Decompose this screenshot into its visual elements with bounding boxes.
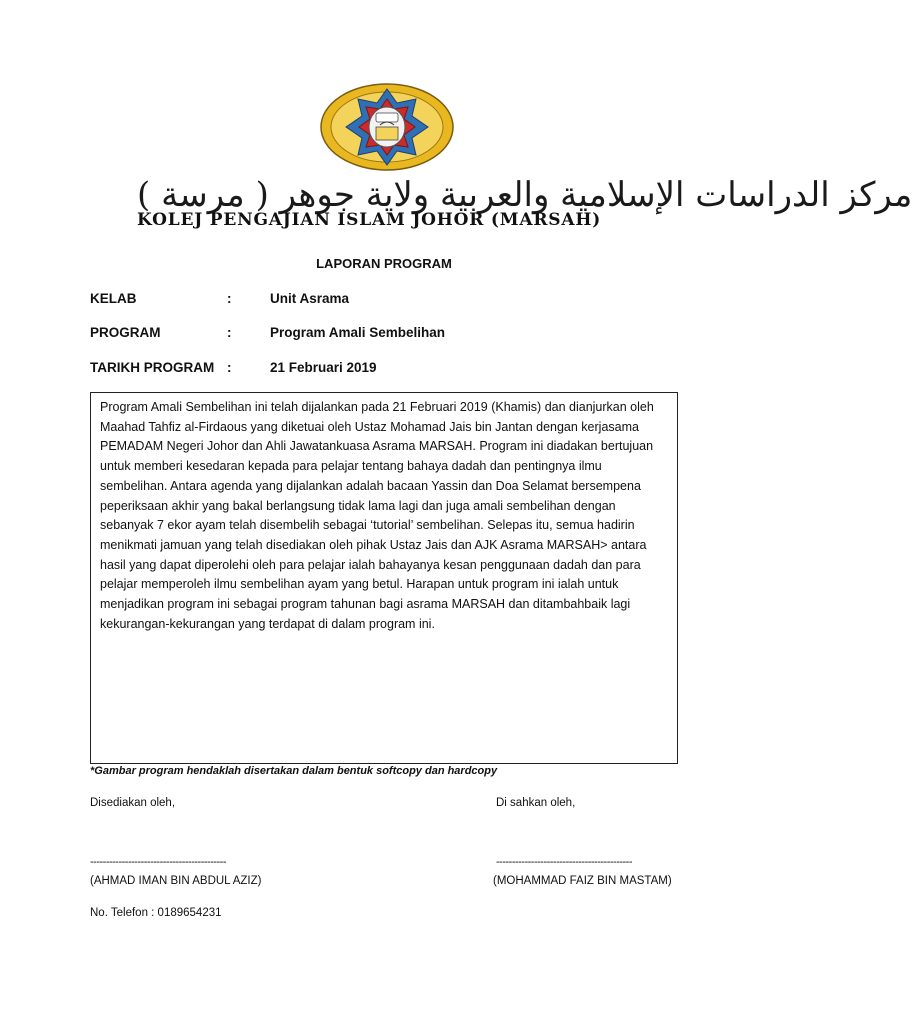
field-value-tarikh: 21 Februari 2019 [270,360,377,375]
arabic-college-name: مركز الدراسات الإسلامية والعربية ولاية جوهر ( مرسة ) [137,175,912,215]
marsah-logo [320,83,454,171]
field-colon: : [227,360,232,375]
college-name: KOLEJ PENGAJIAN ISLAM JOHOR (MARSAH) [137,210,602,230]
phone-number: No. Telefon : 0189654231 [90,907,222,919]
attachment-note: *Gambar program hendaklah disertakan dalam bentuk softcopy dan hardcopy [90,765,498,777]
field-label-program: PROGRAM [90,325,161,340]
field-label-tarikh: TARIKH PROGRAM [90,360,215,375]
prepared-by-label: Disediakan oleh, [90,797,176,809]
report-title: LAPORAN PROGRAM [316,256,452,271]
prepared-signature-line: ------------------------------------------- [90,856,227,868]
verified-by-label: Di sahkan oleh, [496,797,576,809]
prepared-by-name: (AHMAD IMAN BIN ABDUL AZIZ) [90,875,262,887]
field-label-kelab: KELAB [90,291,137,306]
field-value-kelab: Unit Asrama [270,291,350,306]
report-body-text: Program Amali Sembelihan ini telah dijalankan pada 21 Februari 2019 (Khamis) dan dianjurkan oleh Maahad Tahfiz al-Firdaous yang diketuai oleh Ustaz Mohamad Jais bin Jantan dengan kerjasama PEMADAM Negeri Johor dan Ahli Jawatankuasa Asrama MARSAH. Program ini diadakan bertujuan untuk memberi kesedaran kepada para pelajar tentang bahaya dadah dan pentingnya ilmu sembelihan. Antara agenda yang dijalankan adalah bacaan Yassin dan Doa Selamat bersempena peperiksaan akhir yang bakal berlangsung tidak lama lagi dan juga amali sembelihan dengan sebanyak 7 ekor ayam telah disembelih sebagai ‘tutorial’ sembelihan. Selepas itu, semua hadirin menikmati jamuan yang telah disediakan oleh pihak Ustaz Jais dan AJK Asrama MARSAH> antara hasil yang dapat diperolehi oleh para pelajar ialah bahayanya kesan penggunaan dadah dan para pelajar memperoleh ilmu sembelihan ayam yang betul. Harapan untuk program ini ialah untuk menjadikan program ini sebagai program tahunan bagi asrama MARSAH dan ditambahbaik lagi kekurangan-kekurangan yang terdapat di dalam program ini. [100,400,654,631]
field-value-program: Program Amali Sembelihan [270,325,446,340]
verified-signature-line: ------------------------------------------- [496,856,633,868]
field-colon: : [227,325,232,340]
field-colon: : [227,291,232,306]
verified-by-name: (MOHAMMAD FAIZ BIN MASTAM) [493,875,672,887]
